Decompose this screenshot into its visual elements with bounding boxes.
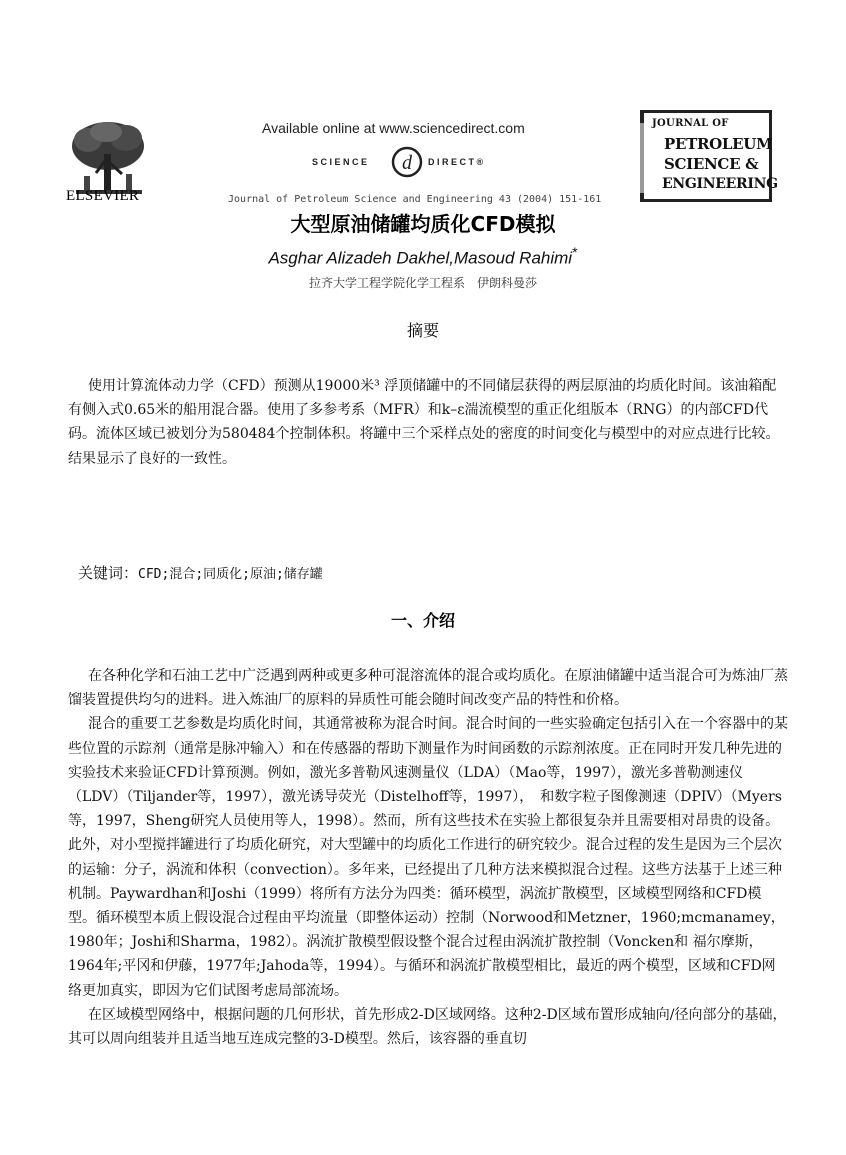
affiliation: 拉齐大学工程学院化学工程系 伊朗科曼莎 — [308, 276, 537, 290]
sciencedirect-d-icon — [390, 144, 424, 180]
corresponding-author-mark: * — [572, 244, 578, 260]
science-word: SCIENCE — [312, 157, 370, 167]
intro-paragraph-1: 在各种化学和石油工艺中广泛遇到两种或更多种可混溶流体的混合或均质化。在原油储罐中适当混合可为炼油厂蒸馏装置提供均匀的进料。进入炼油厂的原料的异质性可能会随时间改变产品的特性和价格。 — [68, 668, 788, 709]
publisher-name: ELSEVIER — [66, 188, 140, 204]
cover-line-3: SCIENCE & — [664, 155, 759, 173]
cover-line-4: ENGINEERING — [662, 176, 778, 192]
keywords — [78, 562, 323, 583]
cover-line-1: JOURNAL OF — [652, 118, 729, 129]
journal-cover-logo — [640, 110, 778, 202]
sciencedirect-logo — [312, 144, 502, 180]
intro-paragraph-2: 混合的重要工艺参数是均质化时间，其通常被称为混合时间。混合时间的一些实验确定包括引入在一个容器中的某些位置的示踪剂（通常是脉冲输入）和在传感器的帮助下测量作为时间函数的示踪剂浓度。正在同时开发几种先进的实验技术来验证CFD计算预测。例如，激光多普勒风速测量仪（LDA）（Mao等，1997），激光多普勒测速仪（LDV）（Tiljander等，1997），激光诱导荧光（Distelhoff等，1997）， 和数字粒子图像测速（DPIV）（Myers等，1997，Sheng研究人员使用等人，1998）。然而，所有这些技术在实验上都很复杂并且需要相对昂贵的设备。此外，对小型搅拌罐进行了均质化研究，对大型罐中的均质化工作进行的研究较少。混合过程的发生是因为三个层次的运输：分子，涡流和体积（convection）。多年来，已经提出了几种方法来模拟混合过程。这些方法基于上述三种机制。Paywardhan和Joshi（1999）将所有方法分为四类：循环模型，涡流扩散模型，区域模型网络和CFD模型。循环模型本质上假设混合过程由平均流量（即整体运动）控制（Norwood和Metzner，1960;mcmanamey，1980年；Joshi和Sharma，1982）。涡流扩散模型假设整个混合过程由涡流扩散控制（Voncken和 福尔摩斯，1964年;平冈和伊藤，1977年;Jahoda等，1994）。与循环和涡流扩散模型相比，最近的两个模型，区域和CFD网络更加真实，即因为它们试图考虑局部流场。 — [68, 716, 788, 999]
introduction-body — [68, 664, 788, 1051]
direct-word: DIRECT® — [428, 157, 486, 167]
keywords-label: 关键词： — [78, 564, 139, 582]
svg-text:d: d — [402, 152, 412, 174]
paper-authors — [0, 244, 846, 269]
author-names: Asghar Alizadeh Dakhel,Masoud Rahimi — [268, 248, 573, 268]
paper-title: 大型原油储罐均质化CFD模拟 — [290, 212, 556, 236]
cover-line-2: PETROLEUM — [664, 135, 773, 153]
journal-reference: Journal of Petroleum Science and Engineering 43 (2004) 151-161 — [228, 194, 602, 205]
abstract-body — [68, 374, 788, 471]
abstract-paragraph: 使用计算流体动力学（CFD）预测从19000米³ 浮顶储罐中的不同储层获得的两层原油的均质化时间。该油箱配有侧入式0.65米的船用混合器。使用了多参考系（MFR）和k–ε湍流模型的重正化组版本（RNG）的内部CFD代码。流体区域已被划分为580484个控制体积。将罐中三个采样点处的密度的时间变化与模型中的对应点进行比较。结果显示了良好的一致性。 — [68, 378, 780, 467]
cover-strip — [640, 123, 644, 193]
keywords-values: CFD;混合;同质化;原油;储存罐 — [138, 567, 323, 582]
available-online-text: Available online at www.sciencedirect.com — [262, 120, 525, 136]
abstract-heading: 摘要 — [406, 321, 439, 340]
introduction-heading: 一、介绍 — [390, 611, 455, 630]
intro-paragraph-3: 在区域模型网络中，根据问题的几何形状，首先形成2-D区域网络。这种2-D区域布置形成轴向/径向部分的基础，其可以周向组装并且适当地互连成完整的3-D模型。然后，该容器的垂直切 — [68, 1006, 787, 1048]
